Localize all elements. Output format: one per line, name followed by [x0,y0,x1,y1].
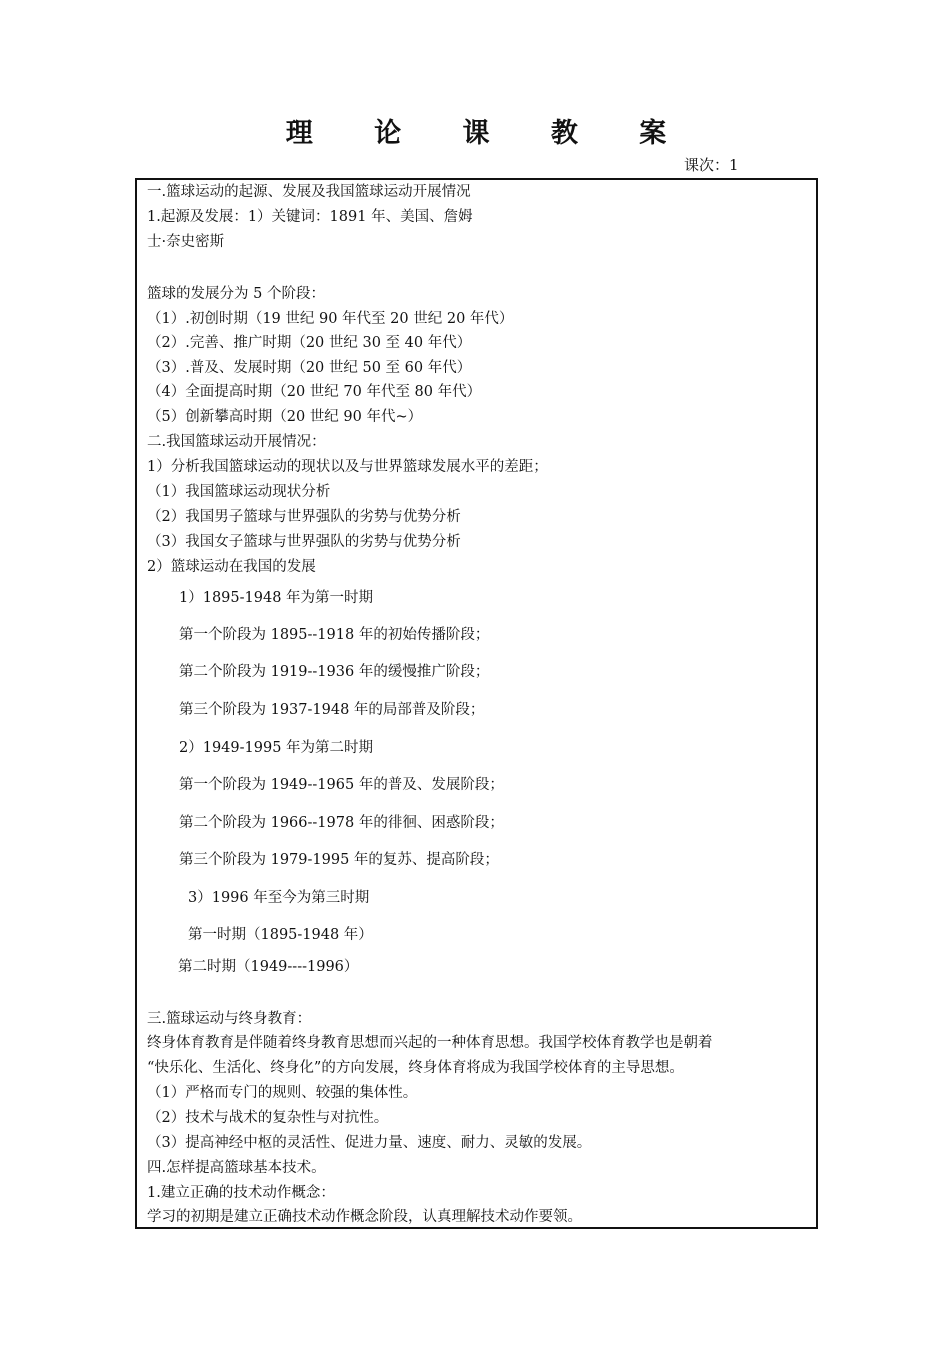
period-heading: 1）1895-1948 年为第一时期 [179,590,374,606]
list-item: （4）全面提高时期（20 世纪 70 年代至 80 年代） [147,384,482,400]
section-heading-3: 三.篮球运动与终身教育： [147,1011,312,1027]
text-line: 篮球的发展分为 5 个阶段： [147,286,325,302]
list-item: （5）创新攀高时期（20 世纪 90 年代~） [147,409,423,425]
text-line: “快乐化、生活化、终身化”的方向发展，终身体育将成为我国学校体育的主导思想。 [147,1060,684,1076]
list-item: （2）我国男子篮球与世界强队的劣势与优势分析 [147,509,461,525]
text-line: 学习的初期是建立正确技术动作概念阶段，认真理解技术动作要领。 [147,1209,582,1225]
list-item: （1）严格而专门的规则、较强的集体性。 [147,1085,418,1101]
stage-line: 第二个阶段为 1966--1978 年的徘徊、困惑阶段； [179,815,504,831]
period-heading: 2）1949-1995 年为第二时期 [179,740,374,756]
list-item: （3）.普及、发展时期（20 世纪 50 至 60 年代） [147,360,472,376]
section-heading-2: 二.我国篮球运动开展情况： [147,434,326,450]
content-frame [135,178,818,1229]
lesson-number: 课次：1 [684,156,739,174]
list-item: （1）我国篮球运动现状分析 [147,484,331,500]
stage-line: 第三个阶段为 1979-1995 年的复苏、提高阶段； [179,852,499,868]
text-line: 第一时期（1895-1948 年） [188,927,373,943]
stage-line: 第三个阶段为 1937-1948 年的局部普及阶段； [179,702,485,718]
list-item: （3）提高神经中枢的灵活性、促进力量、速度、耐力、灵敏的发展。 [147,1135,592,1151]
text-line: 终身体育教育是伴随着终身教育思想而兴起的一种体育思想。我国学校体育教学也是朝着 [147,1035,713,1051]
text-line: 1.起源及发展：1）关键词：1891 年、美国、詹姆 [147,209,473,225]
period-heading: 3）1996 年至今为第三时期 [188,890,370,906]
list-item: （1）.初创时期（19 世纪 90 年代至 20 世纪 20 年代） [147,311,514,327]
page-title: 理 论 课 教 案 [285,118,693,149]
section-heading-4: 四.怎样提高篮球基本技术。 [147,1160,326,1176]
text-line: 士·奈史密斯 [147,234,225,250]
stage-line: 第二个阶段为 1919--1936 年的缓慢推广阶段； [179,664,490,680]
text-line: 1.建立正确的技术动作概念： [147,1185,335,1201]
list-item: （2）.完善、推广时期（20 世纪 30 至 40 年代） [147,335,472,351]
list-item: （2）技术与战术的复杂性与对抗性。 [147,1110,389,1126]
text-line: 2）篮球运动在我国的发展 [147,559,316,575]
section-heading-1: 一.篮球运动的起源、发展及我国篮球运动开展情况 [147,184,471,200]
stage-line: 第一个阶段为 1949--1965 年的普及、发展阶段； [179,777,504,793]
text-line: 1）分析我国篮球运动的现状以及与世界篮球发展水平的差距； [147,459,548,475]
stage-line: 第一个阶段为 1895--1918 年的初始传播阶段； [179,627,490,643]
list-item: （3）我国女子篮球与世界强队的劣势与优势分析 [147,534,461,550]
text-line: 第二时期（1949----1996） [178,959,359,975]
